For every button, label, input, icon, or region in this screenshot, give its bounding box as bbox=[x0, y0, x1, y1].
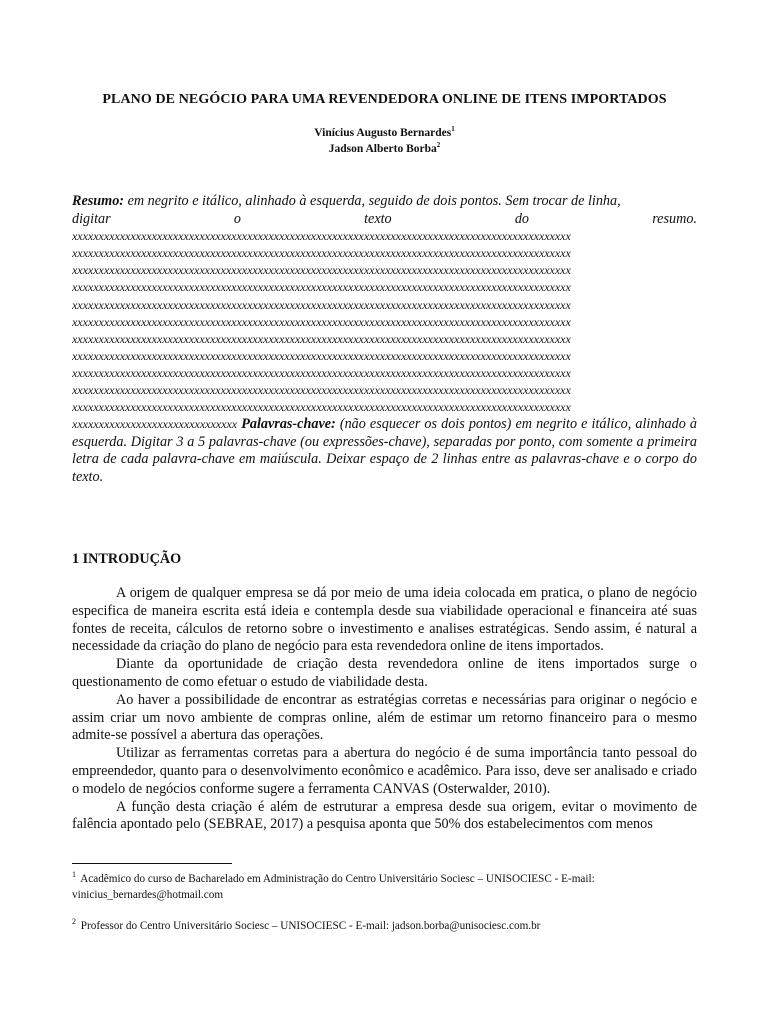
abstract-intro: em negrito e itálico, alinhado à esquerda, seguido de dois pontos. Sem trocar de linha, bbox=[127, 193, 621, 209]
abstract-placeholder-line: xxxxxxxxxxxxxxxxxxxxxxxxxxxxxxxxxxxxxxxxxxxxxxxxxxxxxxxxxxxxxxxxxxxxxxxxxxxxxxxxxxxxxxxxxxxxxx bbox=[72, 246, 571, 261]
body-paragraph: Diante da oportunidade de criação desta revendedora online de itens importados surge o questionamento de como efetuar o estudo de viabilidade desta. bbox=[72, 656, 697, 690]
author-name: Vinícius Augusto Bernardes bbox=[314, 127, 452, 139]
footnote-text: Professor do Centro Universitário Sociesc – UNISOCIESC - E-mail: jadson.borba@unisociesc.com.br bbox=[80, 920, 541, 932]
abstract-placeholder-line: xxxxxxxxxxxxxxxxxxxxxxxxxxxxxxxxxxxxxxxxxxxxxxxxxxxxxxxxxxxxxxxxxxxxxxxxxxxxxxxxxxxxxxxxxxxxxx bbox=[72, 229, 571, 244]
footnote-mark: 1 bbox=[72, 870, 76, 880]
body-paragraph: Utilizar as ferramentas corretas para a abertura do negócio é de suma importância tanto pessoal do empreendedor, quanto para o desenvolvimento econômico e acadêmico. Para isso, deve ser analisado e criado o modelo de negócios conforme sugere a ferramenta CANVAS (Osterwalder, 2010). bbox=[72, 745, 697, 797]
footnote-mark: 2 bbox=[72, 917, 76, 927]
footnote-separator bbox=[72, 863, 232, 864]
body-paragraph: Ao haver a possibilidade de encontrar as estratégias corretas e necessárias para originar o negócio e assim criar um novo ambiente de compras online, além de estimar um retorno financeiro para o mesmo admite-se possível a abertura das operações. bbox=[72, 691, 697, 744]
abstract-placeholder-line: xxxxxxxxxxxxxxxxxxxxxxxxxxxxxxxxxxxxxxxxxxxxxxxxxxxxxxxxxxxxxxxxxxxxxxxxxxxxxxxxxxxxxxxxxxxxxx bbox=[72, 263, 571, 278]
author-line bbox=[72, 141, 697, 157]
author-footnote-mark: 2 bbox=[436, 141, 441, 150]
body-paragraph: A origem de qualquer empresa se dá por meio de uma ideia colocada em pratica, o plano de negócio especifica de maneira escrita está ideia e contempla desde sua viabilidade operacional e financeira até suas fontes de receita, cálculos de retorno sobre o investimento e analises estratégicas. Sendo assim, é natural a necessidade da criação do plano de negócio para esta revendedora online de itens importados. bbox=[72, 585, 697, 655]
footnote-email: vinicius_bernardes@hotmail.com bbox=[72, 889, 224, 901]
abstract-spread-line bbox=[72, 211, 697, 229]
abstract-word: resumo. bbox=[652, 210, 697, 227]
abstract-placeholder-line: xxxxxxxxxxxxxxxxxxxxxxxxxxxxxxxxxxxxxxxxxxxxxxxxxxxxxxxxxxxxxxxxxxxxxxxxxxxxxxxxxxxxxxxxxxxxxx bbox=[72, 348, 571, 363]
abstract bbox=[72, 193, 697, 487]
author-line bbox=[72, 125, 697, 141]
abstract-placeholder-tail: xxxxxxxxxxxxxxxxxxxxxxxxxxxxxxx bbox=[72, 417, 238, 432]
abstract-word: o bbox=[233, 210, 241, 227]
author-footnote-mark: 1 bbox=[451, 125, 455, 134]
abstract-placeholder-line: xxxxxxxxxxxxxxxxxxxxxxxxxxxxxxxxxxxxxxxxxxxxxxxxxxxxxxxxxxxxxxxxxxxxxxxxxxxxxxxxxxxxxxxxxxxxxx bbox=[72, 280, 571, 295]
authors-block bbox=[72, 125, 697, 157]
abstract-placeholder-line: xxxxxxxxxxxxxxxxxxxxxxxxxxxxxxxxxxxxxxxxxxxxxxxxxxxxxxxxxxxxxxxxxxxxxxxxxxxxxxxxxxxxxxxxxxxxxx bbox=[72, 383, 571, 398]
footnote bbox=[72, 871, 697, 903]
section-heading: 1 INTRODUÇÃO bbox=[72, 551, 182, 567]
abstract-word: texto bbox=[364, 210, 392, 227]
paper-title: PLANO DE NEGÓCIO PARA UMA REVENDEDORA ONLINE DE ITENS IMPORTADOS bbox=[102, 92, 667, 107]
body-paragraph: A função desta criação é além de estruturar a empresa desde sua origem, evitar o movimento de falência apontado pelo (SEBRAE, 2017) a pesquisa aponta que 50% dos estabelecimentos com menos bbox=[72, 798, 697, 833]
abstract-label: Resumo: bbox=[72, 193, 125, 209]
footnote-text: Acadêmico do curso de Bacharelado em Administração do Centro Universitário Sociesc – UNISOCIESC - E-mail: bbox=[80, 873, 595, 885]
keywords-label: Palavras-chave: bbox=[241, 416, 336, 433]
keywords-text: (não esquecer os dois pontos) em negrito e itálico, alinhado à esquerda. Digitar 3 a 5 palavras-chave (ou expressões-chave), separadas por ponto, com somente a primeira letra de cada palavra-chave em maiúscula. Deixar espaço de 2 linhas entre as palavras-chave e o corpo do texto. bbox=[72, 416, 697, 485]
abstract-placeholder-line: xxxxxxxxxxxxxxxxxxxxxxxxxxxxxxxxxxxxxxxxxxxxxxxxxxxxxxxxxxxxxxxxxxxxxxxxxxxxxxxxxxxxxxxxxxxxxx bbox=[72, 365, 571, 380]
abstract-placeholder-line: xxxxxxxxxxxxxxxxxxxxxxxxxxxxxxxxxxxxxxxxxxxxxxxxxxxxxxxxxxxxxxxxxxxxxxxxxxxxxxxxxxxxxxxxxxxxxx bbox=[72, 297, 571, 312]
abstract-placeholder-line: xxxxxxxxxxxxxxxxxxxxxxxxxxxxxxxxxxxxxxxxxxxxxxxxxxxxxxxxxxxxxxxxxxxxxxxxxxxxxxxxxxxxxxxxxxxxxx bbox=[72, 331, 571, 346]
abstract-placeholder-line: xxxxxxxxxxxxxxxxxxxxxxxxxxxxxxxxxxxxxxxxxxxxxxxxxxxxxxxxxxxxxxxxxxxxxxxxxxxxxxxxxxxxxxxxxxxxxx bbox=[72, 314, 571, 329]
footnote bbox=[72, 918, 697, 934]
section-body bbox=[72, 585, 697, 834]
abstract-word: do bbox=[514, 210, 530, 227]
author-name: Jadson Alberto Borba bbox=[328, 143, 437, 155]
abstract-first-line bbox=[72, 193, 697, 211]
abstract-word: digitar bbox=[72, 210, 111, 227]
abstract-placeholder-line: xxxxxxxxxxxxxxxxxxxxxxxxxxxxxxxxxxxxxxxxxxxxxxxxxxxxxxxxxxxxxxxxxxxxxxxxxxxxxxxxxxxxxxxxxxxxxx bbox=[72, 400, 571, 415]
